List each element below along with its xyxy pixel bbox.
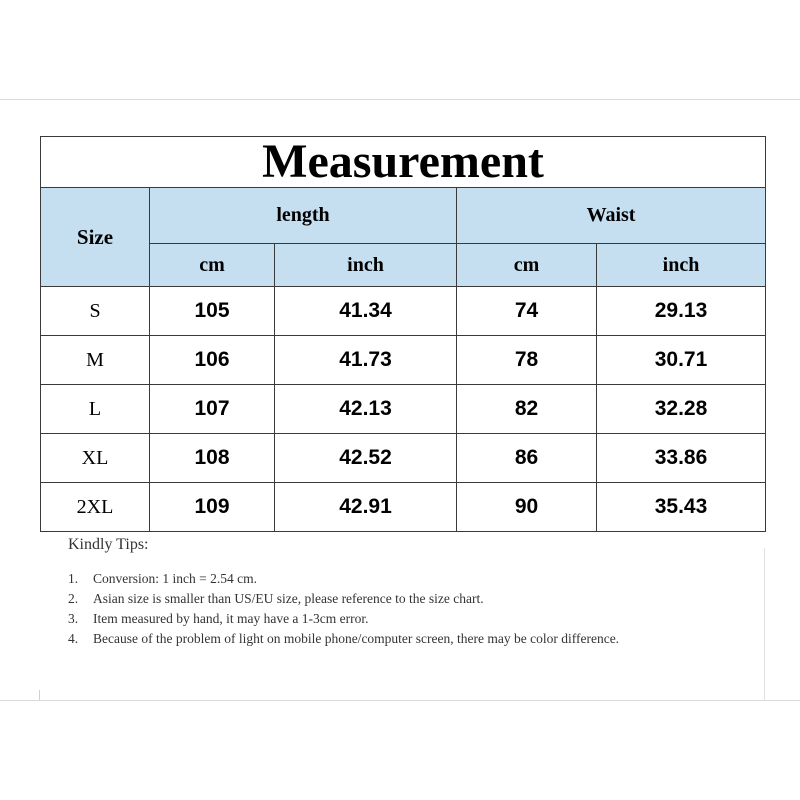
table-row (41, 483, 766, 532)
list-item-number: 3. (68, 611, 79, 626)
measurement-table (40, 136, 766, 532)
list-item-text: Because of the problem of light on mobile phone/computer screen, there may be color difference. (93, 631, 620, 646)
list-item-number: 1. (68, 571, 79, 586)
length-cm-cell: 109 (150, 483, 275, 532)
tips-list (68, 569, 758, 649)
kindly-tips (68, 536, 758, 649)
length-inch-cell: 42.13 (275, 385, 457, 434)
list-item (68, 569, 758, 589)
list-item-number: 4. (68, 631, 79, 646)
table-row (41, 434, 766, 483)
waist-cm-cell: 78 (457, 336, 597, 385)
table-title: Measurement (41, 137, 766, 188)
frame-left-tick (39, 690, 40, 700)
unit-header-waist-cm: cm (457, 244, 597, 287)
frame-top-line (0, 99, 800, 100)
length-cm-cell: 105 (150, 287, 275, 336)
waist-group-header: Waist (457, 188, 766, 244)
length-cm-cell: 106 (150, 336, 275, 385)
unit-header-waist-inch: inch (597, 244, 766, 287)
frame-bottom-line (0, 700, 800, 701)
waist-cm-cell: 90 (457, 483, 597, 532)
length-cm-cell: 107 (150, 385, 275, 434)
list-item (68, 629, 758, 649)
tips-title: Kindly Tips: (68, 536, 149, 553)
size-cell: L (41, 385, 150, 434)
table-row (41, 287, 766, 336)
length-inch-cell: 41.34 (275, 287, 457, 336)
list-item (68, 609, 758, 629)
list-item-text: Conversion: 1 inch = 2.54 cm. (93, 571, 257, 586)
waist-inch-cell: 35.43 (597, 483, 766, 532)
unit-header-length-cm: cm (150, 244, 275, 287)
size-cell: 2XL (41, 483, 150, 532)
unit-header-length-inch: inch (275, 244, 457, 287)
list-item-text: Asian size is smaller than US/EU size, please reference to the size chart. (93, 591, 484, 606)
length-inch-cell: 42.91 (275, 483, 457, 532)
table-row (41, 385, 766, 434)
list-item-number: 2. (68, 591, 79, 606)
waist-cm-cell: 82 (457, 385, 597, 434)
waist-inch-cell: 29.13 (597, 287, 766, 336)
size-cell: M (41, 336, 150, 385)
waist-cm-cell: 74 (457, 287, 597, 336)
list-item-text: Item measured by hand, it may have a 1-3cm error. (93, 611, 369, 626)
waist-cm-cell: 86 (457, 434, 597, 483)
length-cm-cell: 108 (150, 434, 275, 483)
length-inch-cell: 42.52 (275, 434, 457, 483)
frame-right-line (764, 548, 765, 700)
size-cell: S (41, 287, 150, 336)
size-cell: XL (41, 434, 150, 483)
size-column-header: Size (41, 188, 150, 287)
waist-inch-cell: 33.86 (597, 434, 766, 483)
length-group-header: length (150, 188, 457, 244)
waist-inch-cell: 30.71 (597, 336, 766, 385)
waist-inch-cell: 32.28 (597, 385, 766, 434)
list-item (68, 589, 758, 609)
table-row (41, 336, 766, 385)
length-inch-cell: 41.73 (275, 336, 457, 385)
